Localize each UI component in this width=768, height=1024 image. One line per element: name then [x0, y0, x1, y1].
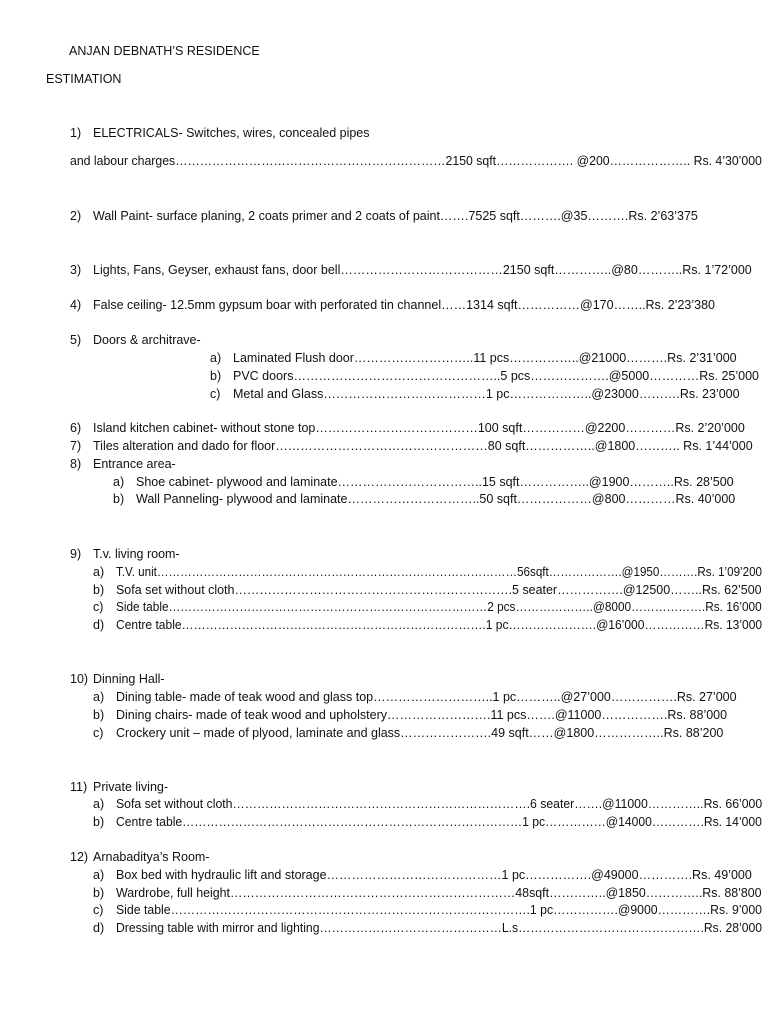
section-continuation: and labour charges…………………………………………………………2150 sqft………………. @200……………….. Rs. 4’30’000	[70, 154, 762, 168]
line-item: Sofa set without cloth……………………………………………………………….6 seater…….@11000…………..Rs. 66’000	[116, 797, 763, 811]
section-number: 2)	[70, 209, 82, 223]
section-number: 1)	[70, 126, 82, 140]
section-heading: Tiles alteration and dado for floor……………………………………………80 sqft……………..@1800……….. Rs. 1’44’000	[93, 439, 753, 453]
document-subtitle: ESTIMATION	[46, 72, 122, 86]
line-item: Wall Panneling- plywood and laminate…………………………..50 sqft………………@800…………Rs. 40’000	[136, 492, 736, 506]
section-heading: False ceiling- 12.5mm gypsum boar with perforated tin channel……1314 sqft……………@170……..Rs. 2’23’380	[93, 298, 715, 312]
item-label: c)	[210, 387, 221, 401]
line-item: Dressing table with mirror and lighting………………………………………L.s……………………………………….Rs. 28’000	[116, 921, 763, 935]
item-label: c)	[93, 600, 104, 614]
section-heading: T.v. living room-	[93, 547, 180, 561]
item-label: b)	[93, 583, 105, 597]
line-item: Dining chairs- made of teak wood and upholstery…………………….11 pcs…….@11000…………….Rs. 88’000	[116, 708, 728, 722]
section-number: 7)	[70, 439, 82, 453]
item-label: c)	[93, 726, 104, 740]
section-number: 4)	[70, 298, 82, 312]
line-item: T.V. unit…………………………………………………………………………………56sqft……………….@1950……….Rs. 1’09’200	[116, 565, 763, 579]
line-item: Sofa set without cloth………………………………………………………….5 seater…………….@12500……..Rs. 62’500	[116, 583, 762, 597]
line-item: Box bed with hydraulic lift and storage……………………………………1 pc…………….@49000………….Rs. 49’000	[116, 868, 752, 882]
item-label: a)	[93, 868, 105, 882]
item-label: a)	[210, 351, 222, 365]
section-number: 12)	[70, 850, 89, 864]
section-heading: ELECTRICALS- Switches, wires, concealed pipes	[93, 126, 370, 140]
section-number: 9)	[70, 547, 82, 561]
item-label: b)	[93, 815, 105, 829]
section-heading: Lights, Fans, Geyser, exhaust fans, door bell…………………………………2150 sqft…………..@80………..Rs. 1’72’000	[93, 263, 752, 277]
section-number: 5)	[70, 333, 82, 347]
item-label: a)	[93, 565, 105, 579]
item-label: b)	[93, 886, 105, 900]
section-number: 11)	[70, 780, 88, 794]
section-number: 6)	[70, 421, 82, 435]
line-item: Centre table………………………………………………………………….1 pc………………….@16’000……………Rs. 13’000	[116, 618, 763, 632]
section-heading: Dinning Hall-	[93, 672, 165, 686]
section-heading: Arnabaditya’s Room-	[93, 850, 210, 864]
line-item: Crockery unit – made of plyood, laminate and glass………………….49 sqft……@1800……………..Rs. 88’200	[116, 726, 724, 740]
item-label: d)	[93, 618, 105, 632]
section-heading: Island kitchen cabinet- without stone top…………………………………100 sqft……………@2200…………Rs. 2’20’000	[93, 421, 745, 435]
document-title: ANJAN DEBNATH’S RESIDENCE	[69, 44, 260, 58]
item-label: d)	[93, 921, 105, 935]
line-item: Shoe cabinet- plywood and laminate……………………………..15 sqft……………..@1900………..Rs. 28’500	[136, 475, 734, 489]
item-label: a)	[93, 690, 105, 704]
line-item: Wardrobe, full height……………………………………………………………48sqft…………..@1850…………..Rs. 88’800	[116, 886, 762, 900]
line-item: PVC doors…………………………………………..5 pcs……………….@5000…………Rs. 25’000	[233, 369, 759, 383]
line-item: Centre table…………………………………………………………………………1 pc……………@14000………….Rs. 14’000	[116, 815, 762, 829]
item-label: b)	[113, 492, 125, 506]
section-heading: Wall Paint- surface planing, 2 coats primer and 2 coats of paint…….7525 sqft……….@35……….Rs. 2’63’375	[93, 209, 698, 223]
section-number: 3)	[70, 263, 82, 277]
item-label: a)	[93, 797, 105, 811]
section-heading: Entrance area-	[93, 457, 176, 471]
item-label: c)	[93, 903, 104, 917]
item-label: a)	[113, 475, 125, 489]
line-item: Dining table- made of teak wood and glass top………………………..1 pc………..@27’000…………….Rs. 27’000	[116, 690, 737, 704]
section-heading: Private living-	[93, 780, 169, 794]
section-number: 10)	[70, 672, 89, 686]
item-label: b)	[210, 369, 222, 383]
section-number: 8)	[70, 457, 82, 471]
section-heading: Doors & architrave-	[93, 333, 201, 347]
item-label: b)	[93, 708, 105, 722]
line-item: Side table………………………………………………………………………2 pcs………………..@8000……………….Rs. 16’000	[116, 600, 762, 614]
line-item: Side table…………………………………………………………………………….1 pc…………….@9000………….Rs. 9’000	[116, 903, 762, 917]
line-item: Metal and Glass…………………………………1 pc………………..@23000……….Rs. 23’000	[233, 387, 740, 401]
line-item: Laminated Flush door………………………..11 pcs……………..@21000……….Rs. 2’31’000	[233, 351, 737, 365]
